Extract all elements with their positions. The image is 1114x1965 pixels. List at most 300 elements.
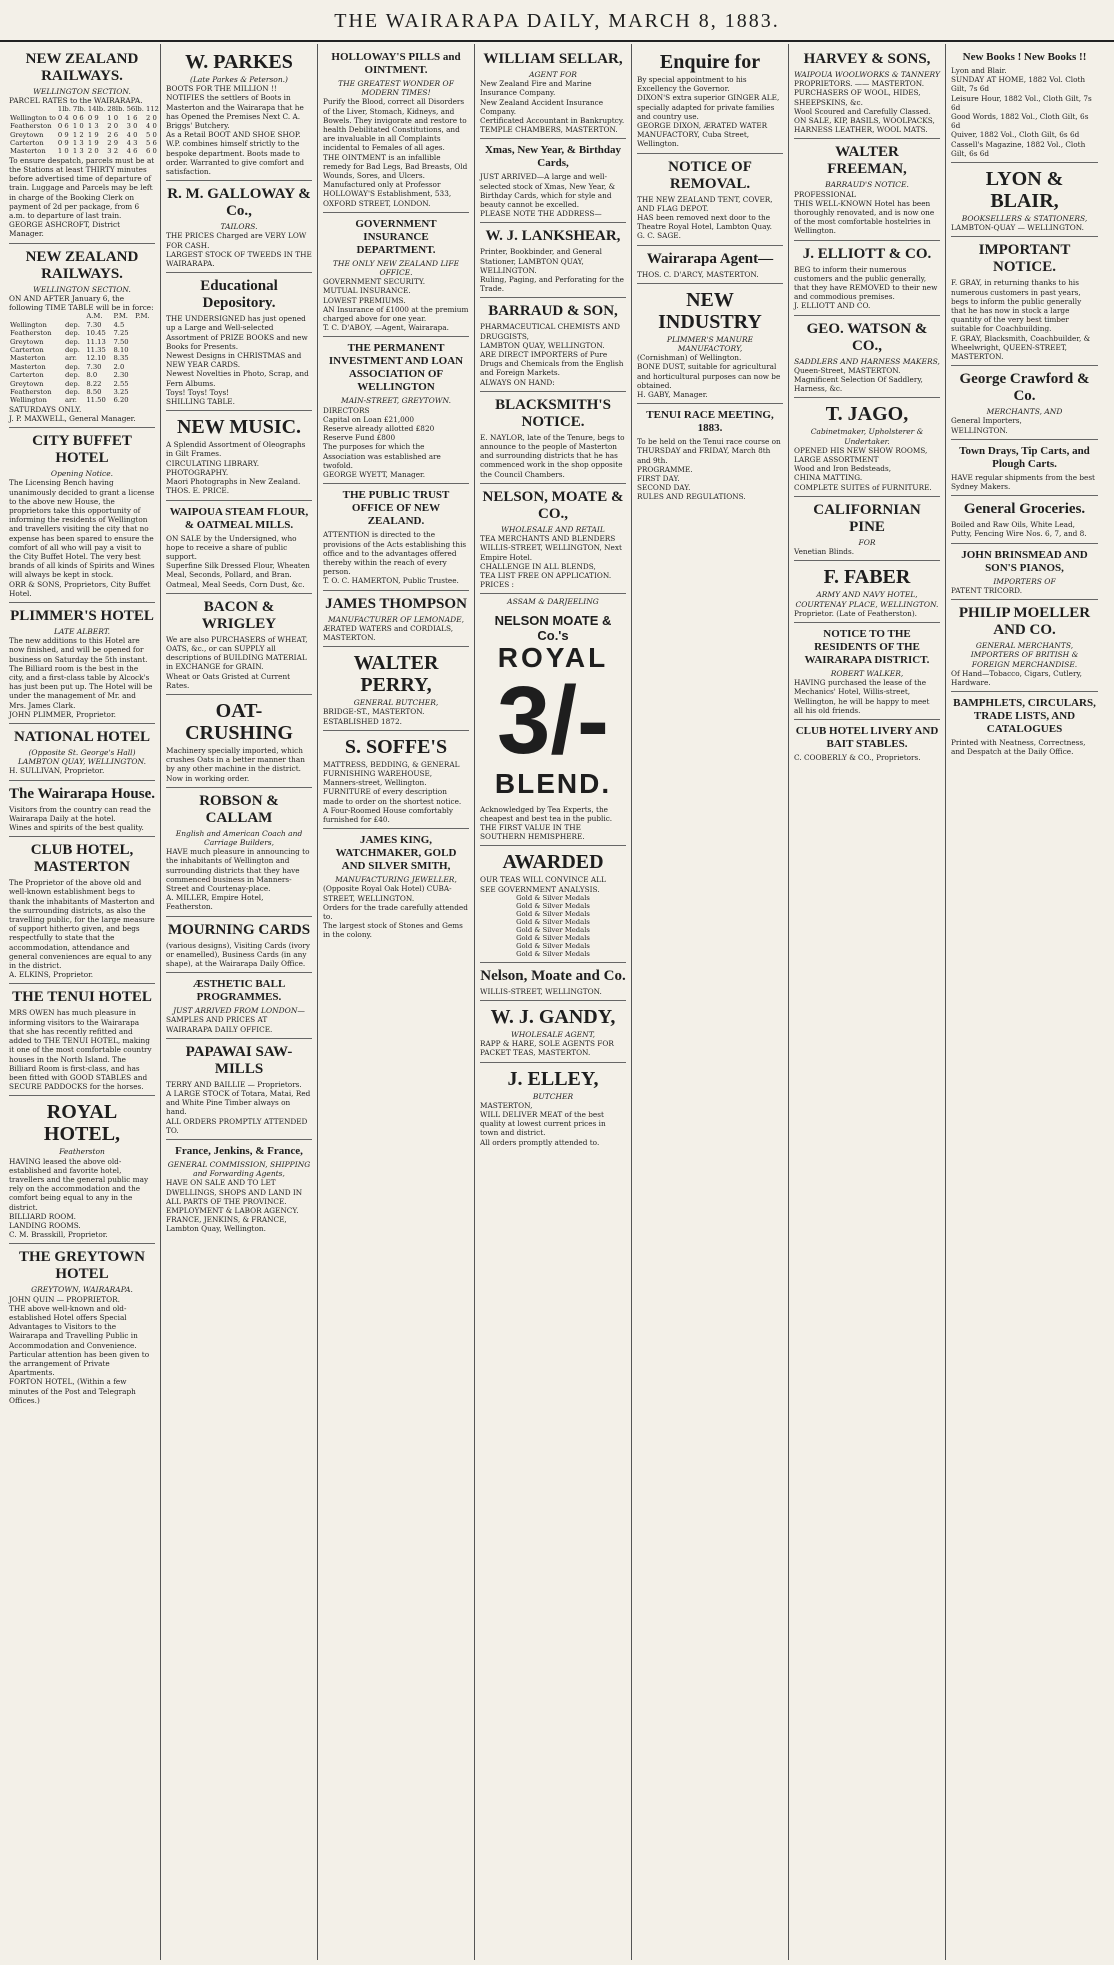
ad-text: All orders promptly attended to.	[480, 1137, 600, 1147]
ad-text: PROPRIETORS. —— MASTERTON.	[794, 79, 925, 89]
timetable-row	[9, 139, 160, 147]
advertisement	[166, 501, 312, 594]
medal-item: Gold & Silver Medals	[516, 901, 590, 910]
timetable-header-cell	[9, 312, 64, 320]
timetable-cell: Carterton	[10, 345, 44, 354]
ad-text: A LARGE STOCK of Totara, Matai, Red and White Pine Timber always on hand.	[166, 1089, 311, 1117]
timetable-cell: 8.35	[113, 354, 129, 363]
timetable-header-cell: 112	[145, 105, 159, 114]
ad-subtitle: GENERAL MERCHANTS, IMPORTERS OF BRITISH & FOREIGN MERCHANDISE.	[970, 641, 1079, 669]
ad-text: COMPLETE SUITES of FURNITURE.	[794, 482, 932, 492]
ad-subtitle: ARMY AND NAVY HOTEL, COURTENAY PLACE, WELLINGTON.	[795, 590, 939, 609]
ad-text: HAS been removed next door to the Theatre Royal Hotel, Lambton Quay.	[637, 213, 772, 232]
ad-text: BRIDGE-ST., MASTERTON.	[323, 707, 425, 717]
ad-text: Capital on Loan £21,000	[323, 414, 415, 424]
ad-title: BLACKSMITH'S NOTICE.	[495, 396, 611, 430]
advertisement	[951, 237, 1098, 366]
ad-text: PHOTOGRAPHY.	[166, 467, 229, 477]
medal-item: Gold & Silver Medals	[516, 917, 590, 926]
ad-text: SAMPLES AND PRICES AT WAIRARAPA DAILY OFFICE.	[166, 1015, 273, 1034]
timetable-cell: 2 0	[145, 113, 157, 122]
advertisement	[166, 1039, 312, 1140]
timetable-header-row	[9, 105, 160, 113]
ad-text: ALWAYS ON HAND:	[480, 377, 555, 387]
ad-text: Quiver, 1882 Vol., Cloth Gilt, 6s 6d	[951, 130, 1080, 140]
ad-subtitle: THE ONLY NEW ZEALAND LIFE OFFICE.	[332, 258, 460, 278]
ad-title: Wairarapa Agent—	[646, 250, 774, 267]
timetable-cell: 7.25	[113, 329, 129, 338]
timetable-cell: 4.5	[113, 320, 125, 329]
timetable-header-row	[9, 312, 155, 320]
ad-text: Purify the Blood, correct all Disorders of the Liver, Stomach, Kidneys, and Bowels. They invigorate and restore to health Debilitated Constitutions, and are invaluable in all Complaints incidental to Females of all ages.	[323, 97, 467, 153]
ad-text: Superfine Silk Dressed Flour, Wheaten Meal, Seconds, Pollard, and Bran. Oatmeal, Meal Seeds, Corn Dust, &c.	[166, 561, 310, 589]
advertisement	[480, 594, 626, 846]
ad-subtitle: AGENT FOR	[529, 70, 577, 79]
advertisement	[9, 428, 155, 603]
advertisement	[951, 366, 1098, 440]
advertisement	[480, 46, 626, 139]
ad-title: WALTER FREEMAN,	[827, 144, 907, 178]
ad-text: J. ELLIOTT AND CO.	[794, 301, 871, 311]
timetable-cell: dep.	[64, 362, 80, 371]
ad-title: JAMES THOMPSON	[325, 595, 467, 612]
ad-text: Reserve already allotted £820	[323, 424, 435, 434]
ad-text: THE FIRST VALUE IN THE SOUTHERN HEMISPHERE.	[480, 822, 585, 842]
advertisement	[637, 284, 783, 404]
timetable-cell: 1 6	[126, 113, 138, 122]
ad-text: WILL DELIVER MEAT of the best quality at lowest current prices in town and district.	[480, 1109, 606, 1138]
ad-text: T. C. D'ABOY, —Agent, Wairarapa.	[323, 323, 449, 333]
ad-subtitle: English and American Coach and Carriage Builders,	[175, 828, 303, 847]
ad-text: Lyon and Blair.	[951, 66, 1007, 75]
ad-title: NATIONAL HOTEL	[13, 729, 150, 746]
ad-text: (Opposite Royal Oak Hotel) CUBA-STREET, WELLINGTON.	[323, 884, 452, 903]
ad-subtitle: (Late Parkes & Peterson.)	[190, 75, 288, 84]
ad-text: GEORGE DIXON, ÆRATED WATER MANUFACTORY, Cuba Street, Wellington.	[637, 121, 768, 149]
ad-text: CHALLENGE IN ALL BLENDS,	[480, 561, 596, 571]
timetable-cell: dep.	[64, 345, 80, 354]
advertisement	[951, 440, 1098, 496]
ad-text: THOS. C. D'ARCY, MASTERTON.	[637, 269, 759, 279]
timetable-cell: Wellington	[10, 320, 47, 329]
column-7	[946, 44, 1103, 1960]
ad-title: New Books ! New Books !!	[962, 51, 1087, 63]
ad-text: SECOND DAY.	[637, 483, 691, 493]
ad-subtitle: BOOKSELLERS & STATIONERS,	[961, 214, 1088, 224]
ad-subtitle: MERCHANTS, AND	[986, 407, 1063, 417]
ad-text: W.P. combines himself strictly to the bespoke department. Boots made to order. Warranted to give comfort and satisfaction.	[166, 139, 305, 177]
timetable-cell: 11.35	[86, 345, 106, 354]
timetable-cell	[134, 321, 155, 329]
ad-text: The Billiard room is the best in the city, and a first-class table by Alcock's has just been put up. The Hotel will be under the management of Mr. and Mrs. James Clark.	[9, 663, 153, 710]
timetable-cell: 6 0	[145, 147, 157, 156]
medal-item: Gold & Silver Medals	[516, 933, 590, 942]
timetable-cell: 0 6	[57, 122, 69, 131]
timetable-cell: Featherston	[10, 329, 52, 338]
ad-subtitle: GENERAL BUTCHER,	[353, 698, 439, 708]
ad-text: Wines and spirits of the best quality.	[9, 823, 144, 833]
advertisement	[166, 917, 312, 974]
ad-text: Newest Designs in CHRISTMAS and NEW YEAR CARDS.	[166, 351, 302, 370]
ad-text: A. ELKINS, Proprietor.	[9, 970, 94, 980]
ad-text: JOHN QUIN — PROPRIETOR.	[9, 1294, 120, 1304]
timetable-cell: Greytown	[10, 130, 44, 139]
ad-title: ÆSTHETIC BALL PROGRAMMES.	[192, 978, 286, 1004]
ad-subtitle: ASSAM & DARJEELING	[507, 597, 599, 607]
timetable-cell: 8.22	[86, 379, 102, 388]
ad-text: CIRCULATING LIBRARY.	[166, 458, 260, 468]
ad-text: RAPP & HARE, SOLE AGENTS FOR PACKET TEAS, MASTERTON.	[480, 1039, 614, 1058]
ad-text: WILLIS-STREET, WELLINGTON.	[480, 986, 602, 996]
ad-title: GEO. WATSON & CO.,	[806, 320, 928, 354]
timetable-cell: 12.10	[86, 354, 106, 363]
ad-text: PROGRAMME.	[637, 464, 693, 474]
ad-title: S. SOFFE'S	[344, 735, 448, 758]
ad-text: H. SULLIVAN, Proprietor.	[9, 766, 105, 776]
advertisement	[9, 984, 155, 1096]
ad-subtitle: Featherston	[59, 1147, 105, 1157]
ad-text: The new additions to this Hotel are now finished, and will be opened for business on Saturday the 5th instant.	[9, 636, 148, 664]
ad-text: Printed with Neatness, Correctness, and Despatch at the Daily Office.	[951, 738, 1086, 757]
advertisement	[794, 46, 940, 139]
ad-subtitle: ROBERT WALKER,	[830, 668, 904, 678]
advertisement	[637, 46, 783, 154]
advertisement	[323, 337, 469, 484]
ad-text: PATENT TRICORD.	[951, 585, 1023, 595]
ad-text: LAMBTON-QUAY — WELLINGTON.	[951, 223, 1084, 233]
ad-title: The Wairarapa House.	[9, 785, 155, 802]
ad-text: We are also PURCHASERS of WHEAT, OATS, &c., or can SUPPLY all descriptions of BUILDING MATERIAL in EXCHANGE for GRAIN.	[166, 634, 308, 672]
ad-text: TEA LIST FREE ON APPLICATION.	[480, 570, 612, 580]
advertisement	[166, 411, 312, 500]
ad-text: A. MILLER, Empire Hotel, Featherston.	[166, 893, 264, 912]
ad-text: FURNITURE of every description made to order on the shortest notice.	[323, 787, 462, 806]
timetable-row	[9, 321, 155, 329]
ad-text: Orders for the trade carefully attended to.	[323, 902, 468, 921]
timetable-cell	[134, 354, 155, 362]
ad-text: LAMBTON QUAY, WELLINGTON.	[480, 340, 605, 350]
medal-item: Gold & Silver Medals	[516, 949, 590, 958]
ad-subtitle: GREYTOWN, WAIRARAPA.	[31, 1285, 133, 1295]
ad-text: WELLINGTON.	[951, 425, 1008, 435]
ad-text: Of Hand—Tobacco, Cigars, Cutlery, Hardware.	[951, 668, 1082, 687]
ad-text: NOTIFIES the settlers of Boots in Masterton and the Wairarapa that he has Opened the Premises Next C. A. Briggs' Butchery.	[166, 93, 304, 131]
ad-text: J. P. MAXWELL, General Manager.	[9, 413, 136, 423]
ad-text: Leisure Hour, 1882 Vol., Cloth Gilt, 7s 6d	[951, 93, 1092, 112]
ad-text: GEORGE WYETT, Manager.	[323, 470, 426, 480]
advertisement	[323, 213, 469, 338]
advertisement	[323, 591, 469, 648]
ad-text: TEA MERCHANTS AND BLENDERS	[480, 534, 616, 544]
ad-text: The largest stock of Stones and Gems in the colony.	[323, 921, 463, 940]
ad-title: F. FABER	[823, 566, 911, 589]
timetable-cell: 2 0	[87, 147, 99, 156]
advertisement	[794, 720, 940, 766]
timetable-cell: Featherston	[10, 387, 52, 396]
ad-text: The Licensing Bench having unanimously decided to grant a license to the above new House, the proprietors take this opportunity of informing the residents of Wellington and travellers visiting the city that no expense has been spared to ensure the comfort of all who will pay a visit to the City Buffet Hotel. The very best brands of all kinds of Spirits and Wines will always be kept in stock.	[9, 478, 155, 580]
advertisement	[9, 603, 155, 724]
timetable-cell	[134, 396, 155, 404]
advertisement	[794, 139, 940, 240]
medal-item: Gold & Silver Medals	[516, 893, 590, 902]
paper-title: THE WAIRARAPA DAILY, MARCH 8, 1883.	[334, 10, 780, 32]
timetable-cell	[134, 329, 155, 337]
ad-title: MOURNING CARDS	[167, 921, 311, 938]
display-line-1: NELSON MOATE & Co.'s	[494, 612, 612, 643]
ad-text: JOHN PLIMMER, Proprietor.	[9, 709, 116, 719]
advertisement	[951, 544, 1098, 600]
ad-text: TERRY AND BAILLIE — Proprietors.	[166, 1079, 302, 1089]
ad-title: BARRAUD & SON,	[488, 303, 618, 320]
advertisement	[794, 398, 940, 496]
ad-title: OAT-CRUSHING	[185, 699, 293, 744]
ad-text: LARGE ASSORTMENT	[794, 455, 879, 465]
ad-title: J. ELLEY,	[507, 1067, 599, 1090]
ad-text: BILLIARD ROOM.	[9, 1211, 77, 1221]
ad-text: JUST ARRIVED—A large and well-selected stock of Xmas, New Year, & Birthday Cards, which for style and beauty cannot be excelled.	[480, 172, 616, 210]
ad-text: Visitors from the country can read the Wairarapa Daily at the hotel.	[9, 804, 151, 823]
timetable-row	[9, 354, 155, 362]
ad-text: To be held on the Tenui race course on THURSDAY and FRIDAY, March 8th and 9th.	[637, 437, 781, 465]
ad-text: ON AND AFTER January 6, the following TIME TABLE will be in force:	[9, 293, 154, 313]
timetable-cell: 3.25	[113, 387, 129, 396]
advertisement	[951, 163, 1098, 237]
ad-text: Printer, Bookbinder, and General Stationer, LAMBTON QUAY, WELLINGTON.	[480, 247, 602, 275]
ad-title: NEW MUSIC.	[176, 416, 302, 439]
timetable	[9, 312, 155, 404]
timetable-cell	[134, 346, 155, 354]
ad-text: LANDING ROOMS.	[9, 1220, 81, 1230]
ad-text: Boiled and Raw Oils, White Lead, Putty, Fencing Wire Nos. 6, 7, and 8.	[951, 520, 1087, 539]
ad-text: General Importers,	[951, 416, 1022, 426]
advertisement	[480, 1063, 626, 1151]
ad-text: THE PRICES Charged are VERY LOW FOR CASH.	[166, 231, 307, 250]
ad-text: HAVING leased the above old-established and favorite hotel, travellers and the general public may rely on the accommodation and the comfort being equal to any in the district.	[9, 1156, 149, 1212]
ad-title: AWARDED	[502, 851, 604, 874]
timetable-cell: Featherston	[10, 122, 52, 131]
ad-text: SUNDAY AT HOME, 1882 Vol. Cloth Gilt, 7s 6d	[951, 75, 1086, 94]
medal-item: Gold & Silver Medals	[516, 925, 590, 934]
ad-subtitle: LATE ALBERT.	[53, 627, 111, 636]
ad-text: Good Words, 1882 Vol., Cloth Gilt, 6s 6d	[951, 112, 1089, 131]
timetable-cell: 1 2	[72, 130, 84, 139]
ad-title: IMPORTANT NOTICE.	[978, 242, 1071, 276]
medal-item: Gold & Silver Medals	[516, 941, 590, 950]
ad-title: NOTICE OF REMOVAL.	[668, 158, 752, 192]
ad-text: Ruling, Paging, and Perforating for the Trade.	[480, 275, 624, 294]
ad-title: WILLIAM SELLAR,	[483, 51, 623, 67]
ad-title: CLUB HOTEL, MASTERTON	[30, 842, 134, 876]
timetable-row	[9, 371, 155, 379]
advertisement	[794, 497, 940, 561]
ad-title: Town Drays, Tip Carts, and Plough Carts.	[959, 444, 1090, 470]
column-6	[789, 44, 946, 1960]
advertisement	[9, 781, 155, 838]
ad-text: MASTERTON,	[480, 1100, 533, 1110]
ad-text: AN Insurance of £1000 at the premium charged above for one year.	[323, 304, 469, 324]
ad-text: Venetian Blinds.	[794, 547, 855, 557]
ad-text: THIS WELL-KNOWN Hotel has been thoroughly renovated, and is now one of the most comfortable hostelries in Wellington.	[794, 198, 935, 236]
timetable-cell	[134, 371, 155, 379]
ad-text: DIXON'S extra superior GINGER ALE, specially adapted for private families and country use.	[637, 93, 780, 121]
ad-subtitle: SADDLERS AND HARNESS MAKERS,	[794, 356, 940, 366]
timetable-cell: 1 3	[87, 122, 99, 131]
advertisement	[323, 46, 469, 213]
ad-text: ARE DIRECT IMPORTERS of Pure Drugs and Chemicals from the English and Foreign Markets.	[480, 350, 624, 378]
ad-subtitle: WELLINGTON SECTION.	[33, 87, 131, 96]
advertisement	[323, 829, 469, 943]
ad-title: JAMES KING, WATCHMAKER, GOLD AND SILVER SMITH,	[335, 834, 457, 873]
timetable-cell: 5 0	[145, 130, 157, 139]
advertisement	[480, 392, 626, 484]
medal-list	[480, 894, 626, 958]
ad-title: HOLLOWAY'S PILLS and OINTMENT.	[331, 51, 461, 76]
ad-text: ON SALE, KIP, BASILS, WOOLPACKS, HARNESS LEATHER, WOOL MATS.	[794, 116, 935, 135]
ad-text: THE UNDERSIGNED has just opened up a Large and Well-selected Assortment of PRIZE BOOKS and new Books for Presents.	[166, 314, 308, 351]
timetable-cell: dep.	[64, 320, 80, 329]
timetable-cell: 2 0	[107, 122, 119, 131]
ad-text: G. C. SAGE.	[637, 231, 681, 241]
ad-title: ROYAL HOTEL,	[43, 1101, 121, 1146]
advertisement	[166, 1140, 312, 1238]
timetable-header-cell: A.M.	[86, 312, 103, 321]
timetable-cell	[134, 380, 155, 388]
ad-title: WAIPOUA STEAM FLOUR, & OATMEAL MILLS.	[169, 505, 309, 531]
ad-text: Machinery specially imported, which crushes Oats in a better manner than by any other machine in the district. Now in working order.	[166, 745, 305, 783]
timetable-row	[9, 396, 155, 404]
timetable-header-cell: 7lb.	[72, 105, 86, 114]
ad-subtitle: GENERAL COMMISSION, SHIPPING and Forwarding Agents,	[167, 1160, 311, 1179]
columns-container	[4, 44, 1110, 1960]
ad-subtitle: WAIPOUA WOOLWORKS & TANNERY	[794, 70, 940, 79]
ad-text: ON SALE by the Undersigned, who hope to receive a share of public support.	[166, 533, 297, 561]
ad-title: Educational Depository.	[200, 278, 278, 312]
ad-text: SATURDAYS ONLY.	[9, 404, 82, 414]
display-line-4: BLEND.	[494, 767, 612, 799]
advertisement	[323, 731, 469, 829]
timetable-cell: 1 9	[87, 130, 99, 139]
advertisement	[9, 1244, 155, 1409]
timetable-cell: 0 9	[87, 113, 99, 122]
timetable-cell: 5 6	[145, 139, 157, 148]
ad-text: HAVING purchased the lease of the Mechanics' Hotel, Willis-street, Wellington, he will be happy to meet all his old friends.	[794, 678, 930, 715]
ad-title: W. J. LANKSHEAR,	[485, 228, 621, 245]
ad-title: BACON & WRIGLEY	[201, 598, 277, 632]
timetable-cell: arr.	[64, 354, 77, 363]
advertisement	[9, 46, 159, 244]
timetable-header-cell: 28lb.	[107, 105, 125, 114]
ad-subtitle: MANUFACTURING JEWELLER,	[335, 875, 457, 885]
timetable-cell: dep.	[64, 371, 80, 380]
timetable-cell: Carterton	[10, 139, 44, 148]
timetable-cell: 6.20	[113, 396, 129, 405]
ad-text: Cassell's Magazine, 1882 Vol., Cloth Gilt, 6s 6d	[951, 139, 1086, 158]
display-line-3: 3/-	[496, 666, 610, 774]
advertisement	[480, 298, 626, 391]
timetable-cell: 11.13	[86, 337, 106, 346]
timetable-cell: 10.45	[86, 329, 106, 338]
timetable-cell: Greytown	[10, 337, 44, 346]
timetable-cell: 0 9	[57, 130, 69, 139]
ad-display-block	[480, 607, 626, 805]
ad-text: PHARMACEUTICAL CHEMISTS AND DRUGGISTS,	[480, 322, 620, 341]
column-1	[4, 44, 161, 1960]
ad-text: Proprietor. (Late of Featherston).	[794, 608, 917, 618]
ad-subtitle: MANUFACTURER OF LEMONADE,	[327, 614, 465, 624]
ad-title: JOHN BRINSMEAD AND SON'S PIANOS,	[961, 548, 1088, 574]
timetable-cell: 7.30	[86, 362, 102, 371]
ad-text: New Zealand Accident Insurance Company.	[480, 97, 604, 116]
display-line-2: ROYAL	[497, 641, 609, 673]
timetable-cell: 4 3	[126, 139, 138, 148]
ad-title: CITY BUFFET HOTEL	[32, 433, 132, 467]
timetable-header-cell: 1lb.	[57, 105, 71, 114]
ad-text: C. M. Brasskill, Proprietor.	[9, 1230, 108, 1240]
ad-text: SHILLING TABLE.	[166, 397, 235, 407]
ad-text: The purposes for which the Association was established are twofold.	[323, 442, 441, 470]
advertisement	[166, 46, 312, 181]
ad-text: (Cornishman) of Wellington.	[637, 353, 742, 363]
ad-subtitle: THE GREATEST WONDER OF MODERN TIMES!	[338, 79, 454, 98]
timetable-cell: 1 3	[72, 139, 84, 148]
ad-text: EMPLOYMENT & LABOR AGENCY.	[166, 1206, 299, 1216]
advertisement	[951, 496, 1098, 543]
advertisement	[9, 724, 155, 781]
advertisement	[480, 963, 626, 1001]
timetable-cell: dep.	[64, 379, 80, 388]
timetable-row	[9, 346, 155, 354]
advertisement	[166, 273, 312, 411]
ad-text: LARGEST STOCK OF TWEEDS IN THE WAIRARAPA.	[166, 249, 312, 269]
ad-title: General Groceries.	[963, 501, 1086, 518]
timetable	[9, 105, 160, 155]
timetable-cell: 0 4	[57, 113, 69, 122]
ad-title: Xmas, New Year, & Birthday Cards,	[484, 144, 622, 170]
ad-title: THE PERMANENT INVESTMENT AND LOAN ASSOCIATION OF WELLINGTON	[328, 342, 464, 394]
ad-title: CALIFORNIAN PINE	[813, 501, 921, 535]
timetable-cell: 4 0	[126, 130, 138, 139]
ad-text: As a Retail BOOT AND SHOE SHOP.	[166, 130, 301, 140]
advertisement	[166, 594, 312, 695]
timetable-row	[9, 338, 155, 346]
ad-text: DIRECTORS	[323, 405, 370, 415]
ad-text: SEE GOVERNMENT ANALYSIS.	[480, 884, 600, 894]
advertisement	[637, 246, 783, 284]
ad-text: PURCHASERS OF WOOL, HIDES, SHEEPSKINS, &c.	[794, 88, 921, 107]
timetable-row	[9, 122, 160, 130]
ad-subtitle: MAIN-STREET, GREYTOWN.	[341, 396, 451, 406]
timetable-cell: 4 6	[126, 147, 138, 156]
advertisement	[794, 316, 940, 399]
timetable-cell: Masterton	[10, 147, 46, 156]
column-2	[161, 44, 318, 1960]
ad-text: HAVE much pleasure in announcing to the inhabitants of Wellington and surrounding districts that they have commenced business in Manners-Street and Courtenay-place.	[166, 847, 310, 893]
timetable-cell	[134, 338, 155, 346]
advertisement	[794, 241, 940, 316]
ad-title: THE GREYTOWN HOTEL	[19, 1249, 145, 1283]
ad-text: TEMPLE CHAMBERS, MASTERTON.	[480, 125, 618, 135]
advertisement	[480, 484, 626, 594]
timetable-cell: 3 0	[126, 122, 138, 131]
ad-text: Certificated Accountant in Bankruptcy.	[480, 116, 625, 126]
advertisement	[951, 692, 1098, 760]
timetable-cell: 8.10	[113, 345, 129, 354]
ad-title: T. JAGO,	[825, 403, 909, 426]
ad-text: THE OINTMENT is an infallible remedy for Bad Legs, Bad Breasts, Old Wounds, Sores, and Ulcers.	[323, 152, 468, 181]
ad-text: RULES AND REGULATIONS.	[637, 492, 746, 502]
timetable-row	[9, 147, 160, 155]
ad-text: OPENED HIS NEW SHOW ROOMS,	[794, 445, 928, 455]
